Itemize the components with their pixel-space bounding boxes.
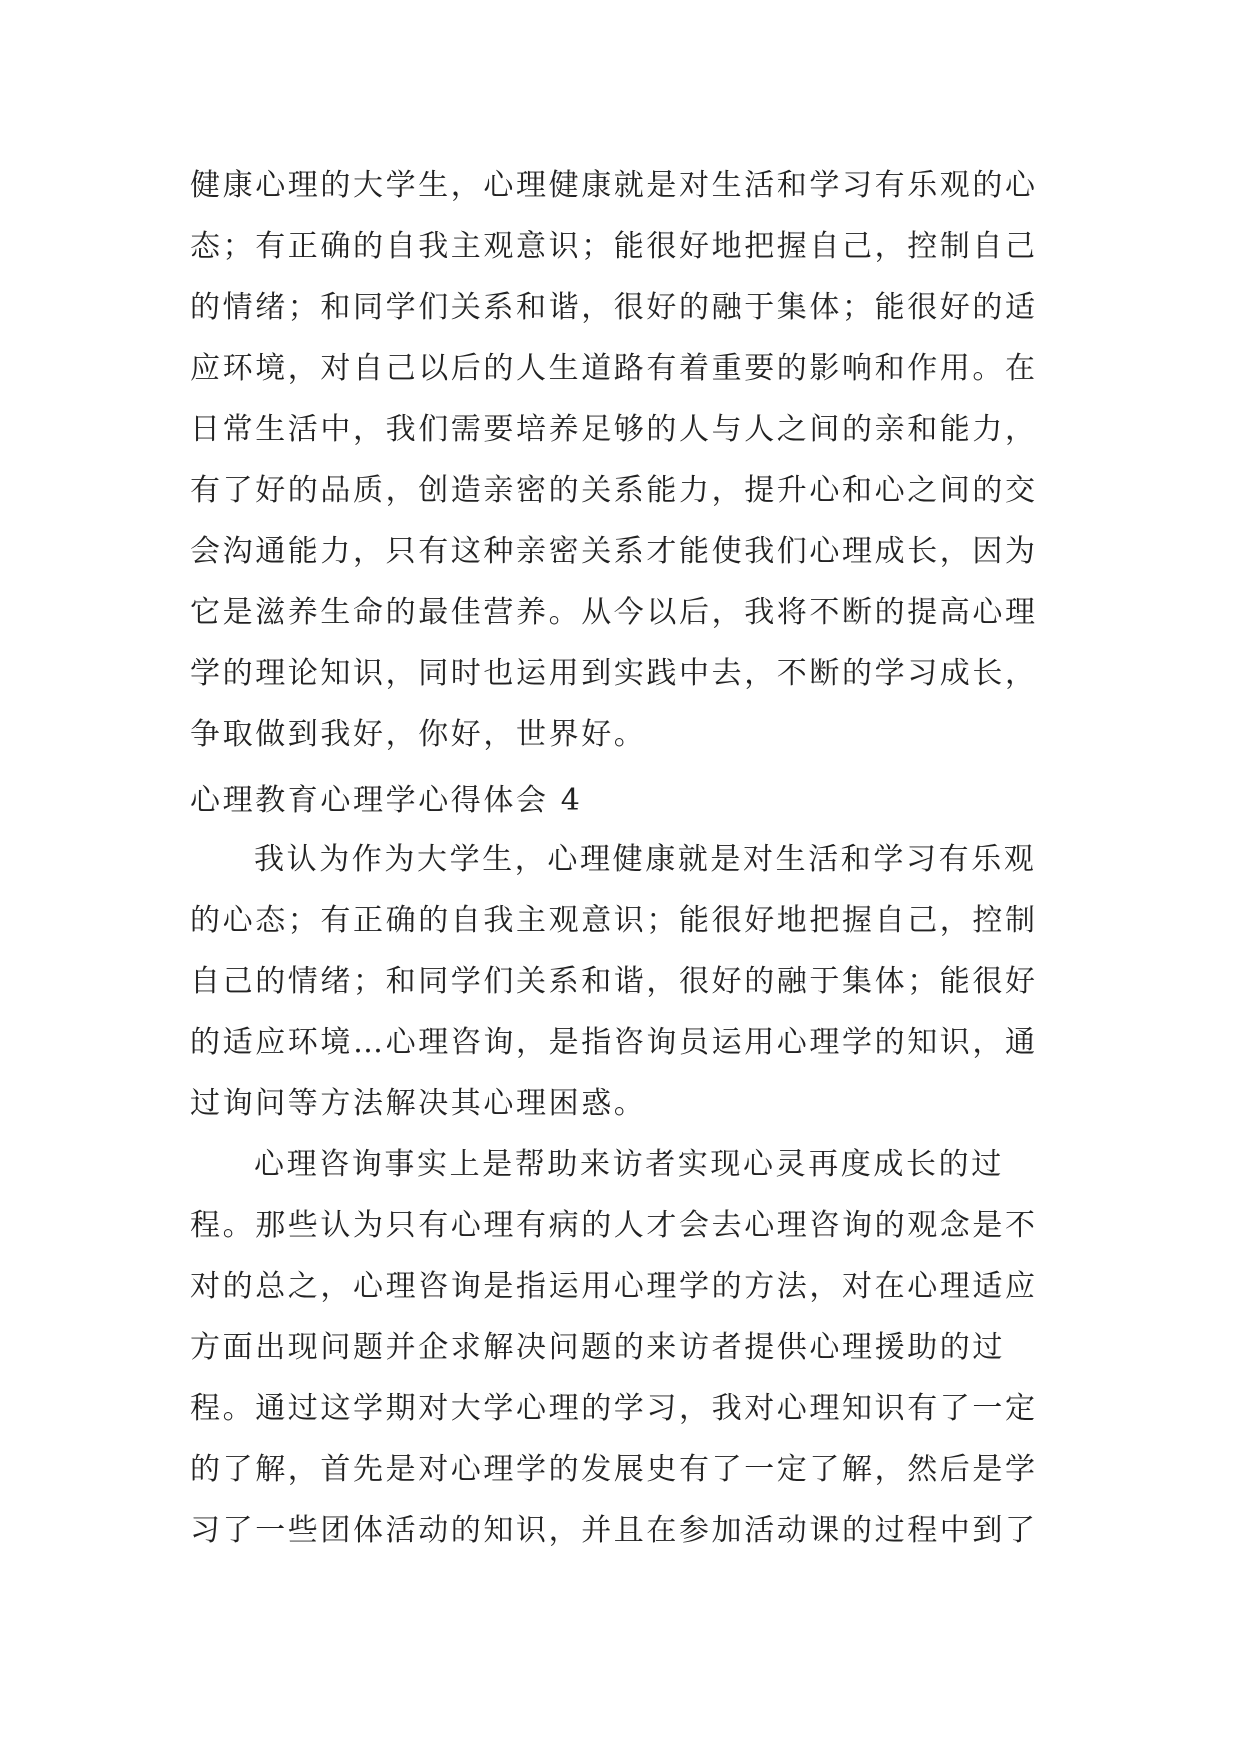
text-line: 程。通过这学期对大学心理的学习，我对心理知识有了一定 xyxy=(190,1391,1038,1426)
continued-paragraph xyxy=(190,155,1070,765)
text-line: 程。那些认为只有心理有病的人才会去心理咨询的观念是不 xyxy=(190,1208,1038,1243)
paragraph-first-line: 我认为作为大学生，心理健康就是对生活和学习有乐观 xyxy=(254,842,1037,877)
text-line: 它是滋养生命的最佳营养。从今以后，我将不断的提高心理 xyxy=(190,595,1038,630)
text-line: 过询问等方法解决其心理困惑。 xyxy=(190,1086,647,1121)
text-line: 的适应环境…心理咨询，是指咨询员运用心理学的知识，通 xyxy=(190,1025,1038,1060)
text-line: 的了解，首先是对心理学的发展史有了一定了解，然后是学 xyxy=(190,1452,1038,1487)
text-line: 日常生活中，我们需要培养足够的人与人之间的亲和能力， xyxy=(190,412,1038,447)
text-line: 对的总之，心理咨询是指运用心理学的方法，对在心理适应 xyxy=(190,1269,1038,1304)
text-line: 健康心理的大学生，心理健康就是对生活和学习有乐观的心 xyxy=(190,168,1038,203)
text-line: 态；有正确的自我主观意识；能很好地把握自己，控制自己 xyxy=(190,229,1038,264)
text-line: 习了一些团体活动的知识，并且在参加活动课的过程中到了 xyxy=(190,1513,1038,1548)
text-line: 应环境，对自己以后的人生道路有着重要的影响和作用。在 xyxy=(190,351,1038,386)
text-line: 的心态；有正确的自我主观意识；能很好地把握自己，控制 xyxy=(190,903,1038,938)
section-heading: 心理教育心理学心得体会 4 xyxy=(190,783,583,818)
text-line: 有了好的品质，创造亲密的关系能力，提升心和心之间的交 xyxy=(190,473,1038,508)
section-body xyxy=(190,829,1070,1561)
paragraph-first-line: 心理咨询事实上是帮助来访者实现心灵再度成长的过 xyxy=(254,1147,1004,1182)
section-heading-block xyxy=(190,770,1070,831)
text-line: 争取做到我好，你好，世界好。 xyxy=(190,717,647,752)
text-line: 自己的情绪；和同学们关系和谐，很好的融于集体；能很好 xyxy=(190,964,1038,999)
text-line: 学的理论知识，同时也运用到实践中去，不断的学习成长， xyxy=(190,656,1038,691)
text-line: 方面出现问题并企求解决问题的来访者提供心理援助的过 xyxy=(190,1330,1005,1365)
text-line: 会沟通能力，只有这种亲密关系才能使我们心理成长，因为 xyxy=(190,534,1038,569)
text-line: 的情绪；和同学们关系和谐，很好的融于集体；能很好的适 xyxy=(190,290,1038,325)
